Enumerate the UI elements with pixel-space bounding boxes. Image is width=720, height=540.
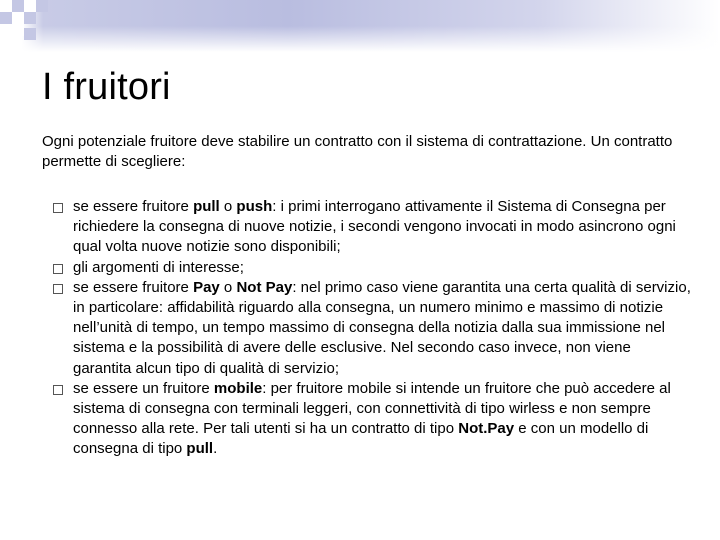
bullet-list	[42, 197, 692, 460]
hollow-square-bullet-icon	[53, 284, 63, 294]
intro-paragraph: Ogni potenziale fruitore deve stabilire un contratto con il sistema di contrattazione. Un contratto permette di scegliere:	[42, 133, 673, 170]
slide-title: I fruitori	[42, 66, 171, 108]
decorative-squares	[0, 0, 60, 46]
list-item: se essere un fruitore mobile: per fruitore mobile si intende un fruitore che può accedere al sistema di consegna con terminali leggeri, con connettività di tipo wirless e non sempre connesso alla rete. Per tali utenti si ha un contratto di tipo Not.Pay e con un modello di consegna di tipo pull.	[42, 379, 692, 460]
hollow-square-bullet-icon	[53, 203, 63, 213]
list-item: gli argomenti di interesse;	[42, 258, 692, 278]
list-item: se essere fruitore Pay o Not Pay: nel primo caso viene garantita una certa qualità di servizio, in particolare: affidabilità riguardo alla consegna, un numero minimo e massimo di notizie nell’unità di tempo, un tempo massimo di consegna della notizia dalla sua immissione nel sistema e la possibilità di avere delle esclusive. Nel secondo caso invece, non viene garantita alcun tipo di qualità di servizio;	[42, 278, 692, 379]
header-band	[0, 0, 720, 52]
hollow-square-bullet-icon	[53, 264, 63, 274]
list-item: se essere fruitore pull o push: i primi interrogano attivamente il Sistema di Consegna per richiedere la consegna di nuove notizie, i secondi vengono invocati in modo asincrono ogni qual volta nuove notizie sono disponibili;	[42, 197, 692, 258]
hollow-square-bullet-icon	[53, 385, 63, 395]
